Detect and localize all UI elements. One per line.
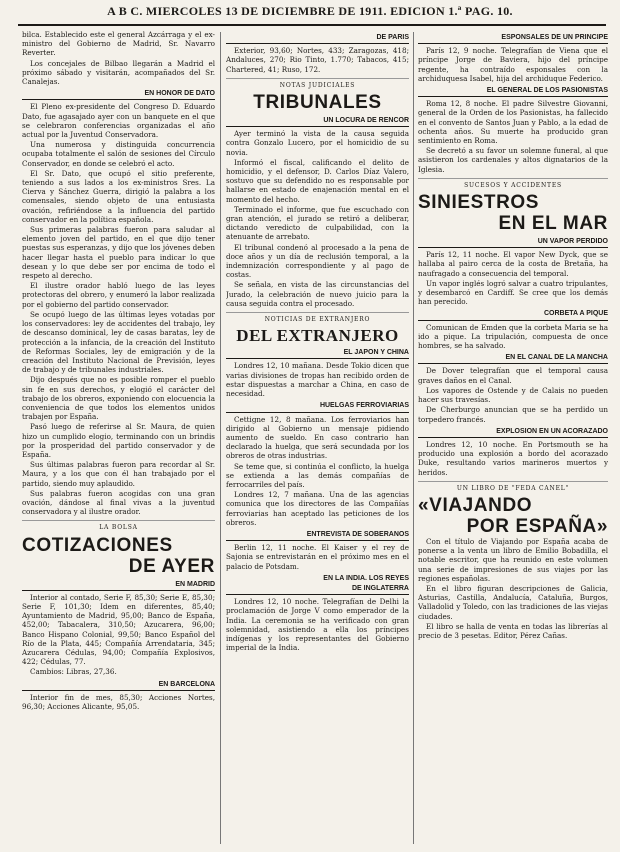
section-heading: EN BARCELONA <box>22 680 215 691</box>
article-paragraph: bilca. Establecido este el general Azcárraga y el ex-ministro del Gobierno de Madrid, Sr. Navarro Reverter. <box>22 30 215 58</box>
section-heading: EXPLOSION EN UN ACORAZADO <box>418 427 608 438</box>
article-paragraph: Se señala, en vista de las circunstancias del Jurado, la celebración de nuevo juicio para la causa seguida contra el procesado. <box>226 280 409 308</box>
article-paragraph: Ayer terminó la vista de la causa seguida contra Gonzalo Lucero, por el homicidio de su novia. <box>226 129 409 157</box>
section-heading: DE PARIS <box>226 33 409 44</box>
headline: EN EL MAR <box>498 213 608 235</box>
article-paragraph: El Sr. Dato, que ocupó el sitio preferente, teniendo a sus lados a los ex-ministros Sres. La Cierva y Sánchez Guerra, dirigió la palabra a los comensales, siendo objeto de una entusiasta ovación, refiriéndose a la influencia del partido conservador en la política española. <box>22 168 215 224</box>
article-paragraph: Londres 12, 10 mañana. Desde Tokio dicen que varias divisiones de tropas han recibido orden de estar dispuestas a marchar a China, en caso de necesidad. <box>226 361 409 399</box>
section-heading: EN EL CANAL DE LA MANCHA <box>418 353 608 364</box>
article-paragraph: Cettigne 12, 8 mañana. Los ferroviarios han dirigido al Gobierno un mensaje pidiendo aumento de sueldo. En caso contrario han declarado la huelga, que será secundada por los obreros de otras industrias. <box>226 414 409 461</box>
section-label: NOTAS JUDICIALES <box>226 78 409 90</box>
section-heading: EN LA INDIA. LOS REYES <box>323 574 409 582</box>
article-paragraph: Exterior, 93,60; Nortes, 433; Zaragozas, 418; Andaluces, 270; Rio Tinto, 1.770; Tabacos, 415; Chartered, 41; Ruso, 172. <box>226 46 409 74</box>
article-paragraph: Se teme que, si continúa el conflicto, la huelga se extienda a las demás compañías de ferrocarriles del país. <box>226 461 409 489</box>
article-paragraph: Dijo después que no es posible romper el pueblo sin fe en sus derechos, y elogió el carácter del trabajo de los obreros, exponiendo con elocuencia la conveniencia de que todos los elementos unidos trabajen por España. <box>22 375 215 422</box>
article-paragraph: Sus palabras fueron acogidas con una gran ovación, dándose al final vivas a la juventud conservadora y al ilustre orador. <box>22 488 215 517</box>
column-separator <box>413 32 414 844</box>
article-paragraph: Terminado el informe, que fue escuchado con gran atención, el jurado se retiró a deliberar, dictando veredicto de culpabilidad, con la atenuante de arrebato. <box>226 204 409 242</box>
article-paragraph: Una numerosa y distinguida concurrencia ocupaba totalmente el salón de sesiones del Círculo Conservador, en donde se celebró el acto. <box>22 140 215 168</box>
section-heading: CORBETA A PIQUE <box>418 309 608 320</box>
headline: DEL EXTRANJERO <box>236 326 399 346</box>
article-paragraph: Interior fin de mes, 85,30; Acciones Nortes, 96,30; Acciones Alicante, 95,05. <box>22 692 215 711</box>
headline: POR ESPAÑA» <box>466 515 608 537</box>
article-paragraph: Londres 12, 10 noche. Telegrafían de Delhi la proclamación de Jorge V como emperador de la India. La ceremonia se ha verificado con gran solemnidad, asistiendo a ella los príncipes indígenas y los representantes del Gobierno imperial de la India. <box>226 597 409 653</box>
article-paragraph: El ilustre orador habló luego de las leyes protectoras del obrero, y enumeró la labor realizada por el gobierno del partido conservador. <box>22 281 215 309</box>
headline: «VIAJANDO <box>418 494 533 516</box>
article-paragraph: De Cherburgo anuncian que se ha perdido un torpedero francés. <box>418 405 608 424</box>
section-heading: EL JAPON Y CHINA <box>226 348 409 359</box>
article-paragraph: Sus últimas palabras fueron para recordar al Sr. Maura, y a los que con él han trabajado por el partido, siendo muy aplaudido. <box>22 460 215 488</box>
article-paragraph: Informó el fiscal, calificando el delito de homicidio, y el defensor, D. Carlos Díaz Valero, sostuvo que su defendido no es responsable por hallarse en estado de enajenación mental en el momento del hecho. <box>226 157 409 204</box>
article-paragraph: Comunican de Emden que la corbeta Maria se ha ido a pique. La tripulación, compuesta de once hombres, se ha salvado. <box>418 322 608 351</box>
section-label: SUCESOS Y ACCIDENTES <box>418 178 608 190</box>
article-paragraph: Un vapor inglés logró salvar a cuatro tripulantes, y desembarcó en Cardiff. Se cree que los demás han perecido. <box>418 278 608 307</box>
section-heading: EN HONOR DE DATO <box>22 89 215 100</box>
headline: DE AYER <box>128 555 215 577</box>
section-label: LA BOLSA <box>22 520 215 532</box>
column-separator <box>220 32 221 844</box>
article-paragraph: Roma 12, 8 noche. El padre Silvestre Giovanni, general de la Orden de los Pasionistas, ha fallecido en el convento de Santos Juan y Pablo, a la edad de ochenta años. Su muerte ha producido gran sentimiento en Roma. <box>418 99 608 146</box>
section-heading: EN MADRID <box>22 580 215 591</box>
article-paragraph: Los concejales de Bilbao llegarán a Madrid el próximo sábado y visitarán, acompañados del Sr. Canalejas. <box>22 58 215 87</box>
section-heading: ENTREVISTA DE SOBERANOS <box>226 530 409 541</box>
article-paragraph: El Pleno ex-presidente del Congreso D. Eduardo Dato, fue agasajado ayer con un banquete en el que se celebraron conferencias organizadas el año actual por la Juventud Conservadora. <box>22 102 215 140</box>
article-paragraph: Londres 12, 7 mañana. Una de las agencias comunica que los directores de las Compañías ferroviarias han aceptado las peticiones de los obreros. <box>226 490 409 527</box>
section-heading: EL GENERAL DE LOS PASIONISTAS <box>418 86 608 97</box>
section-label: UN LIBRO DE "FEDA CANEL" <box>418 481 608 493</box>
article-paragraph: París 12, 9 noche. Telegrafían de Viena que el príncipe Jorge de Baviera, hijo del príncipe regente, ha contraído esponsales con la archiduquesa Isabel, hija del archiduque Federico. <box>418 46 608 83</box>
article-paragraph: París 12, 11 noche. El vapor New Dyck, que se hallaba al pairo cerca de la costa de Bretaña, ha naufragado a consecuencia del temporal. <box>418 250 608 278</box>
article-paragraph: Berlin 12, 11 noche. El Kaiser y el rey de Sajonia se entrevistarán en el próximo mes en el palacio de Potsdam. <box>226 543 409 571</box>
article-paragraph: Con el título de Viajando por España acaba de ponerse a la venta un libro de Emilio Bobadilla, el notable escritor, que ha reunido en este volumen una serie de impresiones de sus viajes por las regiones españolas. <box>418 536 608 583</box>
article-paragraph: En el libro figuran descripciones de Galicia, Asturias, Castilla, Andalucía, Cataluña, Burgos, Valladolid y Toledo, con las tradiciones de las viejas ciudades. <box>418 583 608 621</box>
column-left <box>22 30 215 846</box>
column-right <box>418 30 608 846</box>
article-paragraph: Pasó luego de referirse al Sr. Maura, de quien hizo un cumplido elogio, terminando con un brindis por la prosperidad del partido conservador y de España. <box>22 422 215 459</box>
article-paragraph: Los vapores de Ostende y de Calais no pueden hacer sus travesías. <box>418 385 608 405</box>
section-heading: ESPONSALES DE UN PRINCIPE <box>418 33 608 44</box>
headline: SINIESTROS <box>418 192 540 214</box>
section-heading: UN VAPOR PERDIDO <box>418 237 608 248</box>
article-paragraph: Se decretó a su favor un solemne funeral, al que asistieron los cardenales y altos dignatarios de la Iglesia. <box>418 146 608 174</box>
header-rule <box>18 24 606 26</box>
column-middle <box>226 30 409 846</box>
headline: TRIBUNALES <box>253 92 382 114</box>
section-label: NOTICIAS DE EXTRANJERO <box>226 312 409 324</box>
section-heading: DE INGLATERRA <box>226 584 409 595</box>
headline: COTIZACIONES <box>22 534 173 556</box>
article-paragraph: El libro se halla de venta en todas las librerías al precio de 3 pesetas. Editor, Pérez Cañas. <box>418 621 608 640</box>
article-paragraph: Interior al contado, Serie F, 85,30; Serie E, 85,30; Serie F, 101,30; Idem en diferentes, 85,40; Ayuntamiento de Madrid, 95,00; Banco de España, 452,00; Tabacalera, 310,50; Azucarera, 96,00; Banco Hispano Colonial, 99,50; Banco Español del Río de la Plata, 445; Compañía Arrendataria, 345; Azucarera Cédulas, 94,00; Compañía Explosivos, 422; Cédulas, 77. <box>22 592 215 667</box>
section-heading: UN LOCURA DE RENCOR <box>226 116 409 127</box>
article-paragraph: Sus primeras palabras fueron para saludar al elemento joven del partido, en el que dijo tener puestas sus esperanzas, y dijo que los jóvenes deben hacer llegar hasta el pueblo para indicar lo que desean y lo que debe ser por encima de todo el respeto al derecho. <box>22 225 215 281</box>
article-paragraph: Cambios: Libras, 27,36. <box>30 667 117 677</box>
article-paragraph: Se ocupó luego de las últimas leyes votadas por los conservadores: ley de accidentes del trabajo, ley de descanso dominical, ley de casas baratas, ley de protección a la infancia, de la creación del Instituto de Reformas Sociales, ley de emigración y de la creación del Instituto Nacional de Previsión, leyes de trabajo y de tribunales industriales. <box>22 309 215 375</box>
article-paragraph: El tribunal condenó al procesado a la pena de doce años y un día de reclusión temporal, a la indemnización correspondiente y al pago de costas. <box>226 242 409 280</box>
article-paragraph: Londres 12, 10 noche. En Portsmouth se ha producido una explosión a bordo del acorazado Duke, resultando varios marineros muertos y heridos. <box>418 439 608 477</box>
header-line: A B C. MIERCOLES 13 DE DICIEMBRE DE 1911. EDICION 1.ª PAG. 10. <box>107 4 513 18</box>
section-heading: HUELGAS FERROVIARIAS <box>226 401 409 412</box>
article-paragraph: De Dover telegrafían que el temporal causa graves daños en el Canal. <box>418 366 608 385</box>
